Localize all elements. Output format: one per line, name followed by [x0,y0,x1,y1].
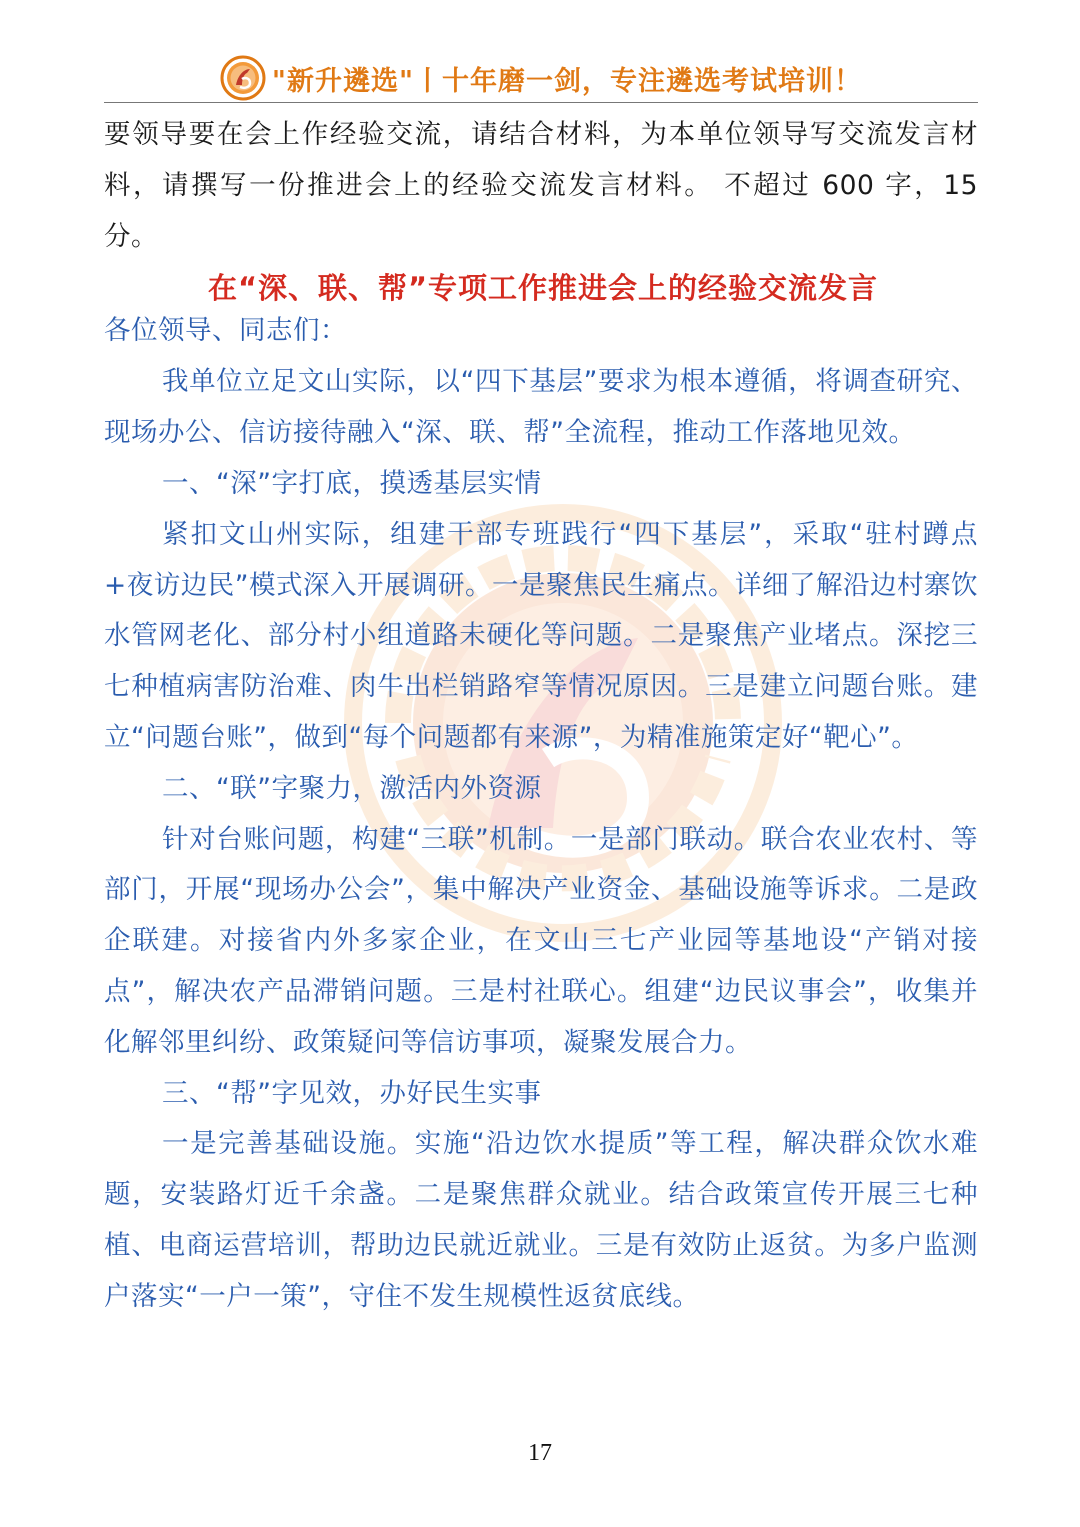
header-slogan: "新升遴选"丨十年磨一剑，专注遴选考试培训！ [271,65,863,97]
school-seal-logo-icon [220,55,266,101]
section-heading-3: 三、“帮”字见效，办好民生实事 [162,1077,542,1109]
speech-title: 在“深、联、帮”专项工作推进会上的经验交流发言 [207,271,879,306]
document-body [104,110,978,1323]
speech-salutation: 各位领导、同志们： [104,315,347,347]
section-body-1: 紧扣文山州实际，组建干部专班践行“四下基层”，采取“驻村蹲点+夜访边民”模式深入开展调研。一是聚焦民生痛点。详细了解沿边村寨饮水管网老化、部分村小组道路未硬化等问题。二是聚焦产业堵点。深挖三七种植病害防治难、肉牛出栏销路窄等情况原因。三是建立问题台账。建立“问题台账”，做到“每个问题都有来源”，为精准施策定好“靶心”。 [104,518,978,753]
section-body-3: 一是完善基础设施。实施“沿边饮水提质”等工程，解决群众饮水难题，安装路灯近千余盏。二是聚焦群众就业。结合政策宣传开展三七种植、电商运营培训，帮助边民就近就业。三是有效防止返贫。为多户监测户落实“一户一策”，守住不发生规模性返贫底线。 [104,1128,978,1312]
header-divider [104,102,978,103]
speech-intro: 我单位立足文山实际，以“四下基层”要求为根本遵循，将调查研究、现场办公、信访接待融入“深、联、帮”全流程，推动工作落地见效。 [104,366,978,449]
question-prompt: 要领导要在会上作经验交流，请结合材料，为本单位领导写交流发言材料，请撰写一份推进会上的经验交流发言材料。 不超过 600 字，15 分。 [104,119,978,252]
section-body-2: 针对台账问题，构建“三联”机制。一是部门联动。联合农业农村、等部门，开展“现场办公会”，集中解决产业资金、基础设施等诉求。二是政企联建。对接省内外多家企业，在文山三七产业园等基地设“产销对接点”，解决农产品滞销问题。三是村社联心。组建“边民议事会”，收集并化解邻里纠纷、政策疑问等信访事项，凝聚发展合力。 [104,823,978,1058]
page-number: 17 [528,1440,552,1466]
section-heading-2: 二、“联”字聚力，激活内外资源 [162,772,542,804]
page-header [104,52,978,104]
section-heading-1: 一、“深”字打底，摸透基层实情 [162,467,542,499]
